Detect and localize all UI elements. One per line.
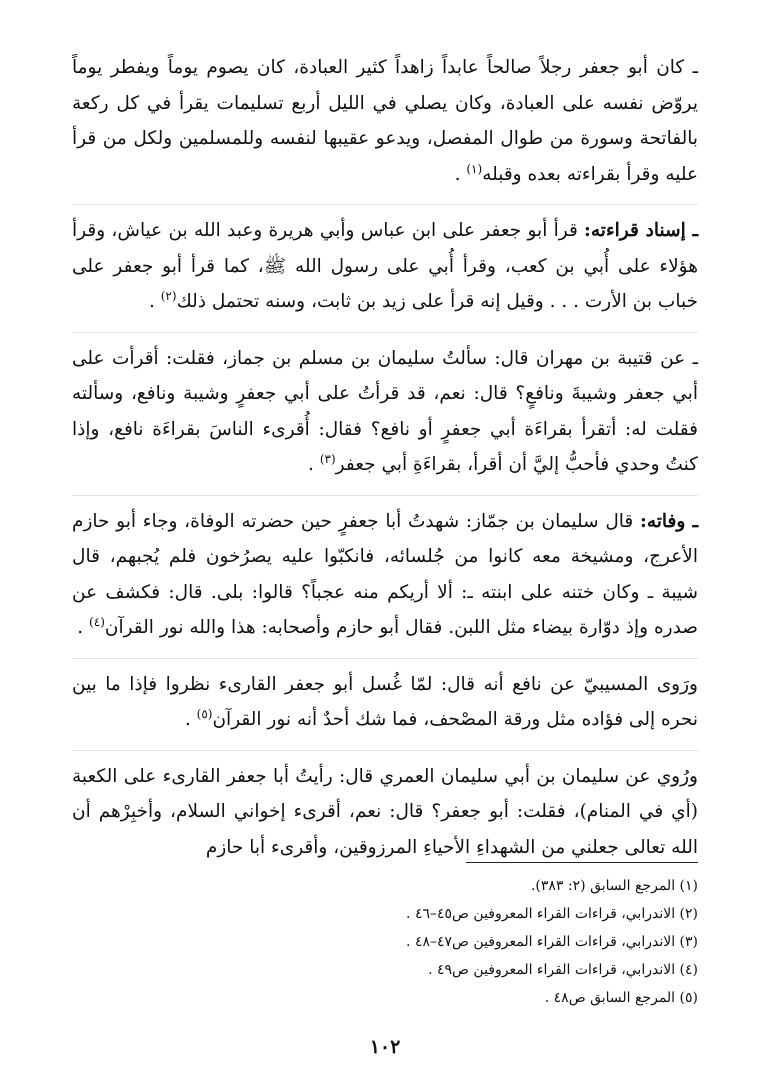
paragraph-6	[72, 750, 698, 866]
paragraph-tail: .	[184, 709, 191, 730]
footnote-ref-4[interactable]: (٤)	[89, 614, 105, 629]
paragraph-text: ورَوى المسيبيّ عن نافع أنه قال: لمّا غُسل أبو جعفر القارىء نظروا فإذا ما بين نحره إلى فؤاده مثل ورقة المصْحف، فما شك أحدٌ أنه نور القرآن	[72, 673, 698, 730]
footnote-item: (٥) المرجع السابق ص٤٨ .	[544, 990, 698, 1006]
footnote-item: (١) المرجع السابق (٢: ٣٨٣).	[530, 878, 698, 894]
section-heading-isnad: ـ إسناد قراءته:	[584, 220, 698, 241]
paragraph-text: ـ كان أبو جعفر رجلاً صالحاً عابداً زاهداً كثير العبادة، كان يصوم يوماً ويفطر يوماً يروّض نفسه على العبادة، وكان يصلي في الليل أربع تسليمات يقرأ في كل ركعة بالفاتحة وسورة من طوال المفصل، ويدعو عقيبها لنفسه وللمسلمين ولكل من قرأ عليه وقرأ بقراءته بعده وقبله	[72, 57, 698, 185]
paragraph-text: قال سليمان بن جمّاز: شهدتُ أبا جعفرٍ حين حضرته الوفاة، وجاء أبو حازم الأعرج، ومشيخة معه كانوا من جُلسائه، فانكبّوا عليه يصرُخون فلم يُجبهم، قال شيبة ـ وكان ختنه على ابنته ـ: ألا أريكم منه عجباً؟ قالوا: بلى. قال: فكشف عن صدره وإذ دوّارة بيضاء مثل اللبن. فقال أبو حازم وأصحابه: هذا والله نور القرآن	[72, 510, 698, 638]
paragraph-tail: .	[454, 163, 461, 185]
main-text	[72, 50, 698, 877]
paragraph-3	[72, 332, 698, 483]
footnote-item: (٣) الاندرابي، قراءات القراء المعروفين ص٤٧–٤٨ .	[406, 934, 698, 950]
footnotes	[72, 872, 698, 1012]
paragraph-5	[72, 658, 698, 738]
footnote-ref-3[interactable]: (٣)	[319, 451, 336, 466]
paragraph-tail: .	[148, 291, 155, 312]
footnote-item: (٢) الاندرابي، قراءات القراء المعروفين ص٤٥–٤٦ .	[406, 906, 698, 922]
footnote-ref-5[interactable]: (٥)	[196, 706, 213, 721]
paragraph-1	[72, 50, 698, 192]
paragraph-text: ورُوي عن سليمان بن أبي سليمان العمري قال: رأيتُ أبا جعفر القارىء على الكعبة (أي في المنام)، فقلت: أبو جعفر؟ قال: نعم، أقرىء إخواني السلام، وأخبِرْهم أن الله تعالى جعلني من الشهداءِ الأحياءِ المرزوقين، وأقرىء أبا حازم	[72, 765, 698, 858]
paragraph-2	[72, 204, 698, 320]
paragraph-tail: .	[308, 454, 314, 475]
paragraph-text: ـ عن قتيبة بن مهران قال: سألتُ سليمان بن مسلم بن جماز، فقلت: أقرأت على أبي جعفر وشيبةَ ونافعٍ؟ قال: نعم، قد قرأتُ على أبي جعفرٍ وشيبة ونافع، وسألته فقلت له: أتقرأ بقراءَة أبي جعفرٍ أو نافع؟ فقال: أُقرىء الناسَ بقراءَة نافع، وإذا كنتُ وحدي فأحبُّ إليَّ أن أقرأ، بقراءَةِ أبي جعفر	[72, 347, 698, 475]
footnote-ref-2[interactable]: (٢)	[160, 288, 177, 303]
paragraph-tail: .	[77, 617, 84, 638]
footnote-divider	[466, 862, 698, 863]
paragraph-4	[72, 495, 698, 646]
paragraph-text: قرأ أبو جعفر على ابن عباس وأبي هريرة وعبد الله بن عياش، وقرأ هؤلاء على أُبي بن كعب، وقرأ أُبي على رسول الله ﷺ، كما قرأ أبو جعفر على خباب بن الأرت . . . وقيل إنه قرأ على زيد بن ثابت، وسنه تحتمل ذلك	[72, 220, 698, 312]
footnote-item: (٤) الاندرابي، قراءات القراء المعروفين ص٤٩ .	[428, 962, 698, 978]
section-heading-death: ـ وفاته:	[639, 510, 698, 532]
footnote-ref-1[interactable]: (١)	[466, 161, 483, 176]
page-number: ١٠٢	[369, 1036, 401, 1058]
